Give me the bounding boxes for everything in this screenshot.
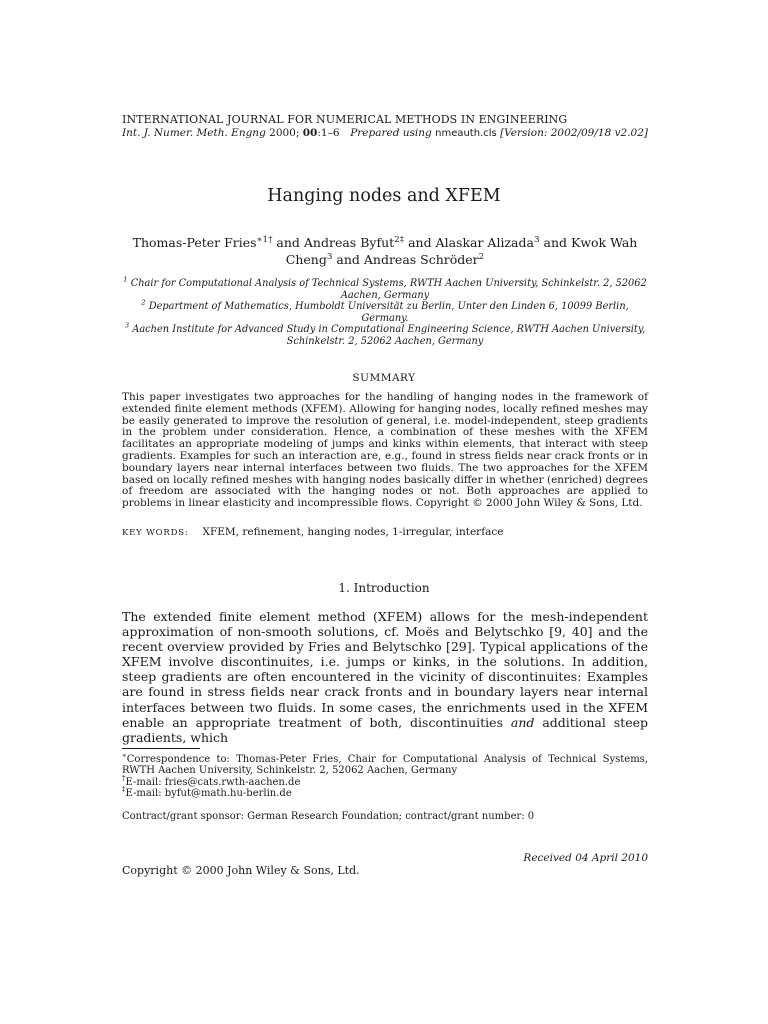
author-list: Thomas-Peter Fries$^{∗1\dagger}$ and Andreas Byfut$^{2\ddagger}$ and Alaskar Alizada$^3$ and Kwok Wah Cheng$^3$ and Andreas Schröder$^2$	[132, 234, 638, 267]
affiliation-3: $^3$ Aachen Institute for Advanced Study in Computational Engineering Science, RWTH Aachen University, Schinkelstr. 2, 52062 Aachen, Germany	[124, 321, 646, 347]
keywords-list: XFEM, refinement, hanging nodes, 1-irregular, interface	[202, 526, 504, 538]
section-heading: 1. Introduction	[338, 581, 430, 595]
citation-abbrev: Int. J. Numer. Meth. Engng	[122, 127, 266, 139]
email-footnote-2: ‡E-mail: byfut@math.hu-berlin.de	[122, 785, 292, 800]
keywords-label: KEY WORDS:	[122, 528, 189, 538]
citation-year: 2000;	[265, 127, 303, 139]
grant-note: Contract/grant sponsor: German Research Foundation; contract/grant number: 0	[122, 811, 535, 822]
abstract-text: This paper investigates two approaches for the handling of hanging nodes in the framework of extended finite element methods (XFEM). Allowing for hanging nodes, locally refined meshes may be easily generated to improve the resolution of general, i.e. model-independent, steep gradients in the problem under consideration. Hence, a combination of these meshes with the XFEM facilitates an appropriate modeling of jumps and kinks within elements, that interact with steep gradients. Examples for such an interaction are, e.g., found in stress fields near crack fronts or in boundary layers near internal interfaces between two fluids. The two approaches for the XFEM based on locally refined meshes with hanging nodes basically differ in whether (enriched) degrees of freedom are associated with the hanging nodes or not. Both approaches are applied to problems in linear elasticity and incompressible flows. Copyright © 2000 John Wiley & Sons, Ltd.	[122, 391, 648, 510]
email-footnote-1: †E-mail: fries@cats.rwth-aachen.de	[122, 774, 301, 788]
affiliation-1: $^1$ Chair for Computational Analysis of Technical Systems, RWTH Aachen University, Schinkelstr. 2, 52062 Aachen, Germany	[123, 275, 647, 301]
journal-citation-line	[122, 127, 648, 139]
affiliations	[122, 275, 648, 347]
summary-heading: SUMMARY	[352, 372, 416, 384]
keywords-line	[122, 526, 648, 538]
introduction-text: The extended finite element method (XFEM) allows for the mesh-independent approximation of non-smooth solutions, cf. Moës and Belytschko [9, 40] and the recent overview provided by Fries and Belytschko [29]. Typical applications of the XFEM involve discontinuites, i.e. jumps or kinks, in the solutions. In addition, steep gradients are often encountered in the vicinity of discontinuites: Examples are found in stress fields near crack fronts and in boundary layers near internal interfaces between two fluids. In some cases, the enrichments used in the XFEM enable an appropriate treatment of both, discontinuities and additional steep gradients, which	[122, 609, 648, 745]
class-file: nmeauth.cls	[435, 128, 497, 139]
citation-pages: :1–6	[317, 127, 340, 139]
prepared-using: Prepared using nmeauth.cls [Version: 2002/09/18 v2.02]	[350, 127, 648, 139]
copyright-notice: Copyright © 2000 John Wiley & Sons, Ltd.	[122, 864, 360, 877]
correspondence-footnote: ∗Correspondence to: Thomas-Peter Fries, Chair for Computational Analysis of Technical Systems, RWTH Aachen University, Schinkelstr. 2, 52062 Aachen, Germany	[122, 751, 648, 777]
citation-volume: 00	[302, 127, 318, 139]
paper-title: Hanging nodes and XFEM	[267, 186, 501, 206]
journal-name: INTERNATIONAL JOURNAL FOR NUMERICAL METHODS IN ENGINEERING	[122, 113, 568, 126]
affiliation-2: $^2$ Department of Mathematics, Humboldt Universität zu Berlin, Unter den Linden 6, 10099 Berlin, Germany.	[141, 298, 629, 324]
author-name: Thomas-Peter Fries	[132, 235, 257, 250]
received-date: Received 04 April 2010	[523, 852, 648, 864]
footnote-divider	[122, 748, 200, 749]
footnotes	[122, 751, 648, 800]
emphasis: and	[510, 714, 535, 730]
